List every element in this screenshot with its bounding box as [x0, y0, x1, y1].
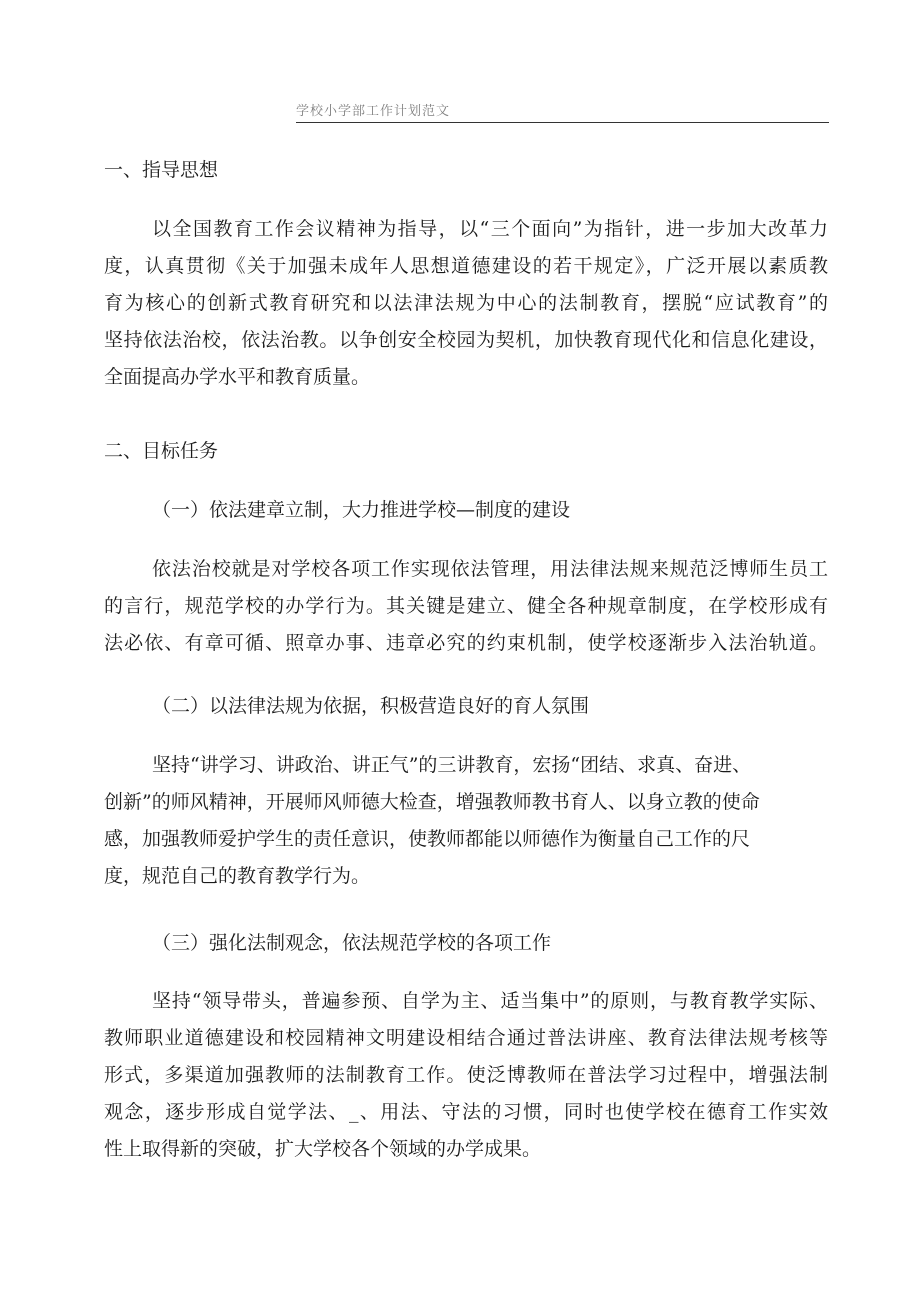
paragraph-line: 以全国教育工作会议精神为指导，以“三个面向”为指针，进一步加大改革力	[152, 218, 828, 240]
paragraph-subsection-2	[104, 747, 828, 895]
subheading-text: （二）以法律法规为依据，积极营造良好的育人氛围	[152, 695, 590, 717]
heading-text: 一、指导思想	[104, 159, 219, 181]
paragraph-line: 育为核心的创新式教育研究和以法津法规为中心的法制教育，摆脱“应试教育”的	[104, 292, 828, 314]
paragraph-line: 观念，逐步形成自觉学法、_、用法、守法的习惯，同时也使学校在德育工作实效	[104, 1101, 828, 1123]
paragraph-line: 感，加强教师爱护学生的责任意识，使教师都能以师德作为衡量自己工作的尺	[104, 828, 751, 850]
paragraph-line: 全面提高办学水平和教育质量。	[104, 366, 371, 388]
subsection-heading-1	[104, 492, 828, 529]
paragraph-line: 度，规范自己的教育教学行为。	[104, 865, 371, 887]
page-header	[296, 100, 829, 123]
paragraph-line: 依法治校就是对学校各项工作实现依法管理，用法律法规来规范泛博师生员工	[152, 558, 828, 580]
paragraph-subsection-3	[104, 983, 828, 1168]
paragraph-line: 创新”的师风精神，开展师风师德大检查，增强教师教书育人、以身立教的使命	[104, 791, 760, 813]
paragraph-line: 度，认真贯彻《关于加强未成年人思想道德建设的若干规定》，广泛开展以素质教	[104, 255, 828, 277]
paragraph-line: 法必依、有章可循、照章办事、违章必究的约束机制，使学校逐渐步入法治轨道。	[104, 632, 828, 654]
paragraph-line: 坚持“讲学习、讲政治、讲正气”的三讲教育，宏扬“团结、求真、奋进、	[152, 754, 752, 776]
paragraph-line: 的言行，规范学校的办学行为。其关键是建立、健全各种规章制度，在学校形成有	[104, 595, 828, 617]
paragraph-line: 教师职业道德建设和校园精神文明建设相结合通过普法讲座、教育法律法规考核等	[104, 1027, 828, 1049]
paragraph-line: 形式，多渠道加强教师的法制教育工作。使泛博教师在普法学习过程中，增强法制	[104, 1064, 828, 1086]
section-heading-goals-tasks	[104, 433, 828, 470]
paragraph-guiding-ideology	[104, 211, 828, 396]
paragraph-line: 坚持依法治校，依法治教。以争创安全校园为契机，加快教育现代化和信息化建设，	[104, 329, 828, 351]
paragraph-subsection-1	[104, 551, 828, 662]
section-heading-guiding-ideology	[104, 152, 828, 189]
subsection-heading-2	[104, 688, 828, 725]
subheading-text: （一）依法建章立制，大力推进学校—制度的建设	[152, 499, 571, 521]
subsection-heading-3	[104, 925, 828, 962]
paragraph-line: 性上取得新的突破，扩大学校各个领域的办学成果。	[104, 1138, 542, 1160]
subheading-text: （三）强化法制观念，依法规范学校的各项工作	[152, 932, 552, 954]
header-title: 学校小学部工作计划范文	[296, 104, 451, 119]
heading-text: 二、目标任务	[104, 440, 219, 462]
paragraph-line: 坚持“领导带头，普遍参预、自学为主、适当集中”的原则，与教育教学实际、	[152, 990, 828, 1012]
